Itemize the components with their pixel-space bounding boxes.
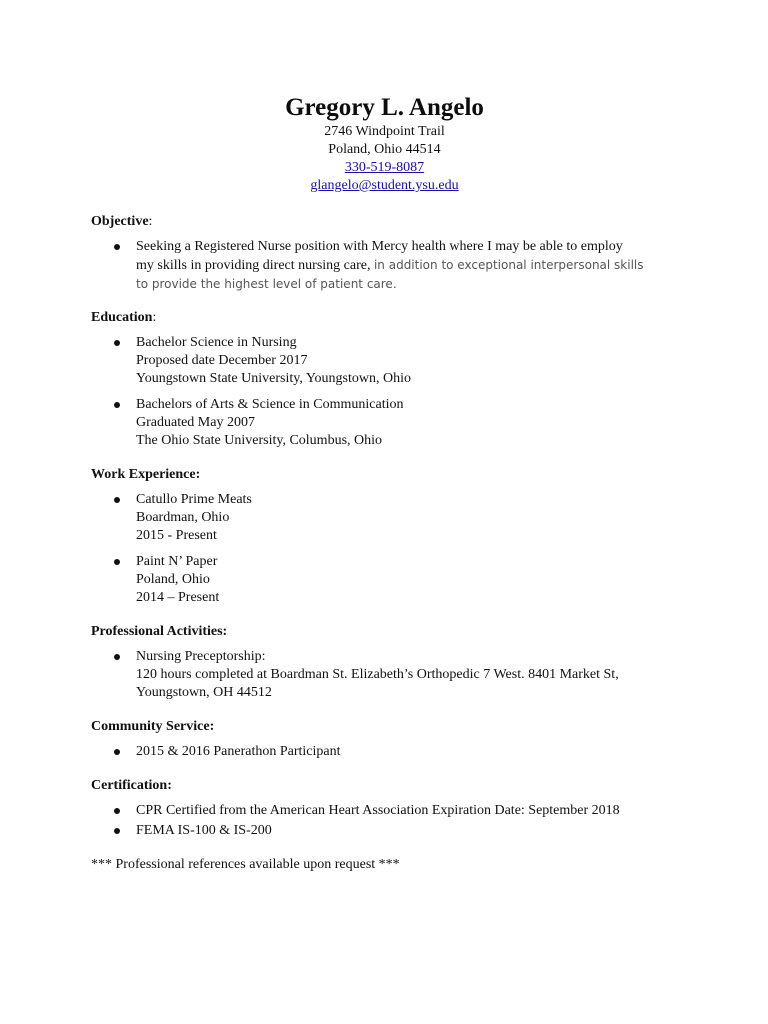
activities-heading: Professional Activities: xyxy=(91,624,228,639)
education-heading xyxy=(91,309,678,327)
list-item xyxy=(91,743,678,761)
certification-section xyxy=(91,777,678,840)
objective-line-2-muted: in addition to exceptional interpersonal skills xyxy=(373,258,644,272)
list-item xyxy=(91,334,678,388)
work-location: Boardman, Ohio xyxy=(136,510,230,525)
work-list xyxy=(91,491,678,607)
community-item: 2015 & 2016 Panerathon Participant xyxy=(136,744,341,759)
bullet-icon xyxy=(114,340,120,346)
list-item xyxy=(91,396,678,450)
education-date: Proposed date December 2017 xyxy=(136,353,308,368)
objective-line-2 xyxy=(136,256,678,275)
community-list xyxy=(91,743,678,761)
bullet-icon xyxy=(114,828,120,834)
work-location: Poland, Ohio xyxy=(136,572,210,587)
bullet-icon xyxy=(114,402,120,408)
resume-header xyxy=(91,93,678,195)
education-section xyxy=(91,309,678,450)
education-heading-text: Education xyxy=(91,310,153,325)
email-link[interactable]: glangelo@student.ysu.edu xyxy=(310,178,459,193)
education-list xyxy=(91,334,678,450)
bullet-icon xyxy=(114,654,120,660)
education-degree: Bachelors of Arts & Science in Communication xyxy=(136,397,404,412)
work-section xyxy=(91,466,678,607)
objective-line-3: to provide the highest level of patient care. xyxy=(136,277,397,291)
work-dates: 2014 – Present xyxy=(136,590,220,605)
list-item xyxy=(91,822,678,840)
activity-title: Nursing Preceptorship: xyxy=(136,649,266,664)
objective-heading xyxy=(91,213,678,231)
address-line-2: Poland, Ohio 44514 xyxy=(328,142,441,157)
activities-list xyxy=(91,648,678,702)
certification-item: FEMA IS-100 & IS-200 xyxy=(136,823,272,838)
certification-item: CPR Certified from the American Heart Association Expiration Date: September 2018 xyxy=(136,803,620,818)
education-date: Graduated May 2007 xyxy=(136,415,255,430)
references-note: *** Professional references available upon request *** xyxy=(91,857,400,872)
education-heading-colon: : xyxy=(152,310,157,325)
bullet-icon xyxy=(114,749,120,755)
activity-location: Youngstown, OH 44512 xyxy=(136,685,272,700)
community-section xyxy=(91,718,678,761)
bullet-icon xyxy=(114,244,120,250)
phone-line xyxy=(91,159,678,177)
objective-section xyxy=(91,213,678,293)
list-item xyxy=(91,648,678,702)
community-heading: Community Service: xyxy=(91,719,215,734)
list-item xyxy=(91,553,678,607)
work-heading: Work Experience: xyxy=(91,467,201,482)
certification-list xyxy=(91,802,678,840)
bullet-icon xyxy=(114,559,120,565)
objective-heading-colon: : xyxy=(148,214,153,229)
objective-line-1: Seeking a Registered Nurse position with Mercy health where I may be able to employ xyxy=(136,239,623,254)
objective-line-2-main: my skills in providing direct nursing care, xyxy=(136,258,374,273)
certification-heading: Certification: xyxy=(91,778,172,793)
work-employer: Paint N’ Paper xyxy=(136,554,218,569)
activity-detail: 120 hours completed at Boardman St. Elizabeth’s Orthopedic 7 West. 8401 Market St, xyxy=(136,667,619,682)
bullet-icon xyxy=(114,497,120,503)
objective-heading-text: Objective xyxy=(91,214,149,229)
work-employer: Catullo Prime Meats xyxy=(136,492,252,507)
phone-link[interactable]: 330-519-8087 xyxy=(344,160,425,175)
education-degree: Bachelor Science in Nursing xyxy=(136,335,297,350)
list-item xyxy=(91,491,678,545)
email-line xyxy=(91,177,678,195)
education-school: The Ohio State University, Columbus, Ohio xyxy=(136,433,383,448)
activities-section xyxy=(91,623,678,702)
bullet-icon xyxy=(114,808,120,814)
objective-list xyxy=(91,238,678,293)
address-line-1: 2746 Windpoint Trail xyxy=(324,124,445,139)
list-item xyxy=(91,802,678,820)
candidate-name: Gregory L. Angelo xyxy=(285,94,484,121)
list-item xyxy=(91,238,678,293)
work-dates: 2015 - Present xyxy=(136,528,217,543)
education-school: Youngstown State University, Youngstown, Ohio xyxy=(136,371,411,386)
